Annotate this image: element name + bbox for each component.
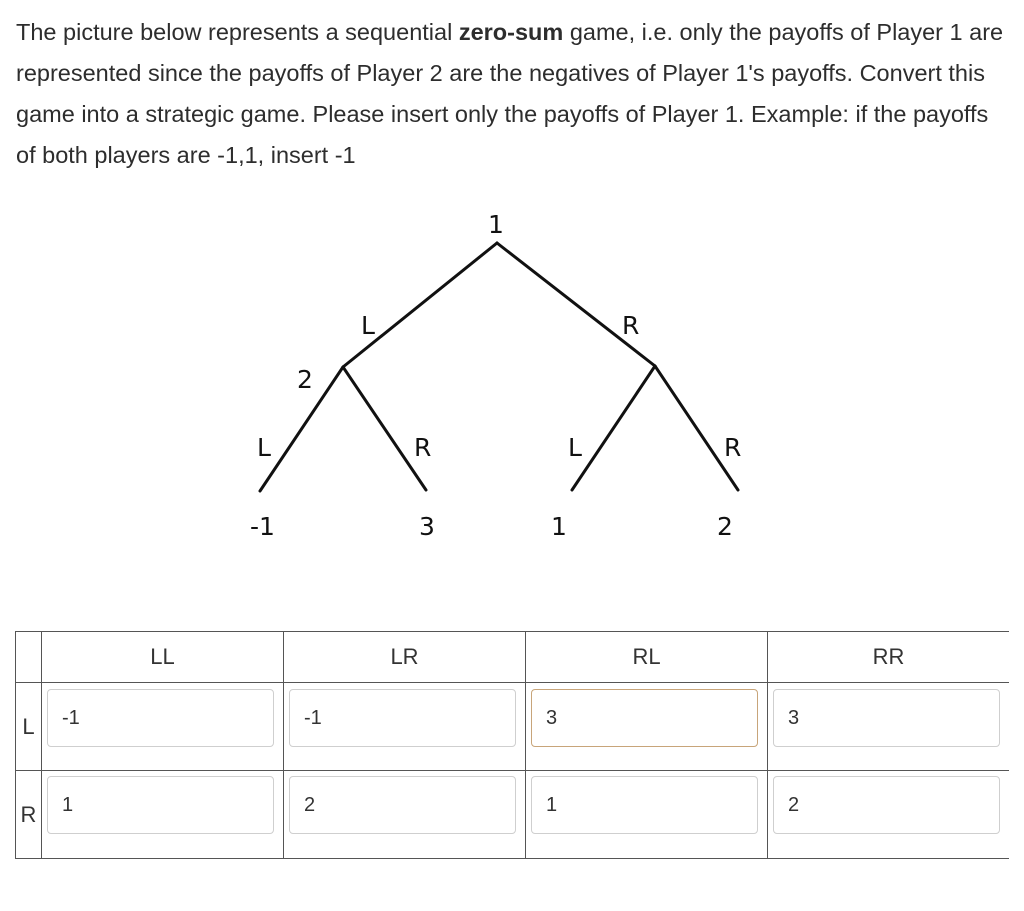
edge-right-left bbox=[572, 366, 655, 490]
root-left-label: L bbox=[361, 311, 375, 340]
strategic-game-table bbox=[15, 631, 1009, 859]
payoff-input-r-lr[interactable] bbox=[289, 776, 516, 834]
row-label: R bbox=[16, 771, 42, 859]
payoff-input-l-rl[interactable] bbox=[531, 689, 758, 747]
table-cell bbox=[526, 683, 768, 771]
node-player-label: 2 bbox=[297, 365, 313, 394]
edge-root-left bbox=[343, 243, 497, 367]
payoff-input-l-lr[interactable] bbox=[289, 689, 516, 747]
table-cell bbox=[284, 771, 526, 859]
table-cell bbox=[768, 683, 1010, 771]
column-header: RR bbox=[768, 632, 1010, 683]
payoff-ll: -1 bbox=[250, 512, 275, 541]
table-row bbox=[16, 683, 1010, 771]
game-tree bbox=[0, 195, 1024, 555]
left-node-right-label: R bbox=[414, 433, 432, 462]
table-row bbox=[16, 771, 1010, 859]
edge-right-right bbox=[655, 366, 738, 490]
left-node-left-label: L bbox=[257, 433, 271, 462]
edge-left-right bbox=[343, 367, 426, 490]
question-part2: game, i.e. only the payoffs of Player 1 are represented since the payoffs of Player 2 are the negatives of Player 1's payoffs. Convert this game into a strategic game. Please insert only the payoffs of Player 1. Example: if the payoffs of both players are -1,1, insert -1 bbox=[16, 19, 1004, 168]
edge-root-right bbox=[497, 243, 655, 366]
corner-cell bbox=[16, 632, 42, 683]
header-row bbox=[16, 632, 1010, 683]
payoff-input-l-rr[interactable] bbox=[773, 689, 1000, 747]
table-cell bbox=[526, 771, 768, 859]
column-header: LR bbox=[284, 632, 526, 683]
table-cell bbox=[42, 771, 284, 859]
right-node-left-label: L bbox=[568, 433, 582, 462]
payoff-input-l-ll[interactable] bbox=[47, 689, 274, 747]
payoff-rl: 1 bbox=[551, 512, 567, 541]
payoff-input-r-rl[interactable] bbox=[531, 776, 758, 834]
table-cell bbox=[42, 683, 284, 771]
payoff-lr: 3 bbox=[419, 512, 435, 541]
question-text bbox=[16, 12, 1006, 176]
payoff-input-r-ll[interactable] bbox=[47, 776, 274, 834]
table-cell bbox=[284, 683, 526, 771]
root-player-label: 1 bbox=[488, 210, 504, 239]
question-bold: zero-sum bbox=[458, 19, 564, 45]
table-cell bbox=[768, 771, 1010, 859]
question-part1: The picture below represents a sequential bbox=[16, 19, 459, 45]
root-right-label: R bbox=[622, 311, 640, 340]
right-node-right-label: R bbox=[724, 433, 742, 462]
column-header: RL bbox=[526, 632, 768, 683]
row-label: L bbox=[16, 683, 42, 771]
column-header: LL bbox=[42, 632, 284, 683]
payoff-rr: 2 bbox=[717, 512, 733, 541]
payoff-input-r-rr[interactable] bbox=[773, 776, 1000, 834]
